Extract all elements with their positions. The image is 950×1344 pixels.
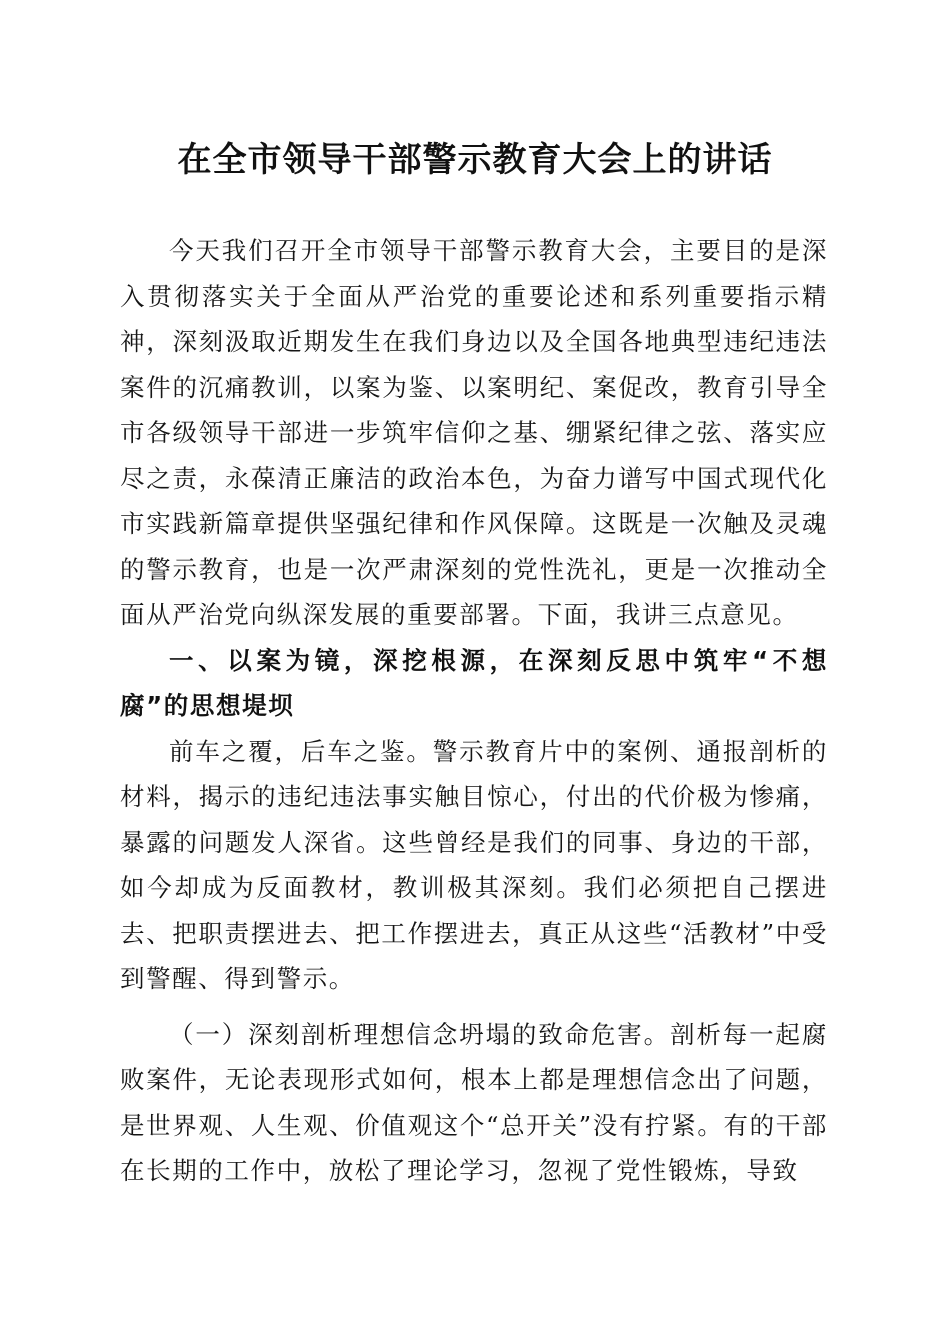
subsection-1-paragraph: （一）深刻剖析理想信念坍塌的致命危害。剖析每一起腐败案件，无论表现形式如何，根本上都是理想信念出了问题，是世界观、人生观、价值观这个“总开关”没有拧紧。有的干部在长期的工作中，放松了理论学习，忽视了党性锻炼，导致 — [120, 1019, 828, 1185]
paragraph-gap — [120, 1002, 828, 1012]
document-title: 在全市领导干部警示教育大会上的讲话 — [177, 140, 773, 180]
document-body — [120, 228, 828, 1194]
section-1-paragraph: 前车之覆，后车之鉴。警示教育片中的案例、通报剖析的材料，揭示的违纪违法事实触目惊心，付出的代价极为惨痛，暴露的问题发人深省。这些曾经是我们的同事、身边的干部，如今却成为反面教材，教训极其深刻。我们必须把自己摆进去、把职责摆进去、把工作摆进去，真正从这些“活教材”中受到警醒、得到警示。 — [120, 736, 828, 993]
intro-paragraph: 今天我们召开全市领导干部警示教育大会，主要目的是深入贯彻落实关于全面从严治党的重要论述和系列重要指示精神，深刻汲取近期发生在我们身边以及全国各地典型违纪违法案件的沉痛教训，以案为鉴、以案明纪、案促改，教育引导全市各级领导干部进一步筑牢信仰之基、绷紧纪律之弦、落实应尽之责，永葆清正廉洁的政治本色，为奋力谱写中国式现代化市实践新篇章提供坚强纪律和作风保障。这既是一次触及灵魂的警示教育，也是一次严肃深刻的党性洗礼，更是一次推动全面从严治党向纵深发展的重要部署。下面，我讲三点意见。 — [120, 236, 828, 629]
section-heading-1: 一、以案为镜，深挖根源，在深刻反思中筑牢“不想腐”的思想堤坝 — [120, 645, 828, 720]
